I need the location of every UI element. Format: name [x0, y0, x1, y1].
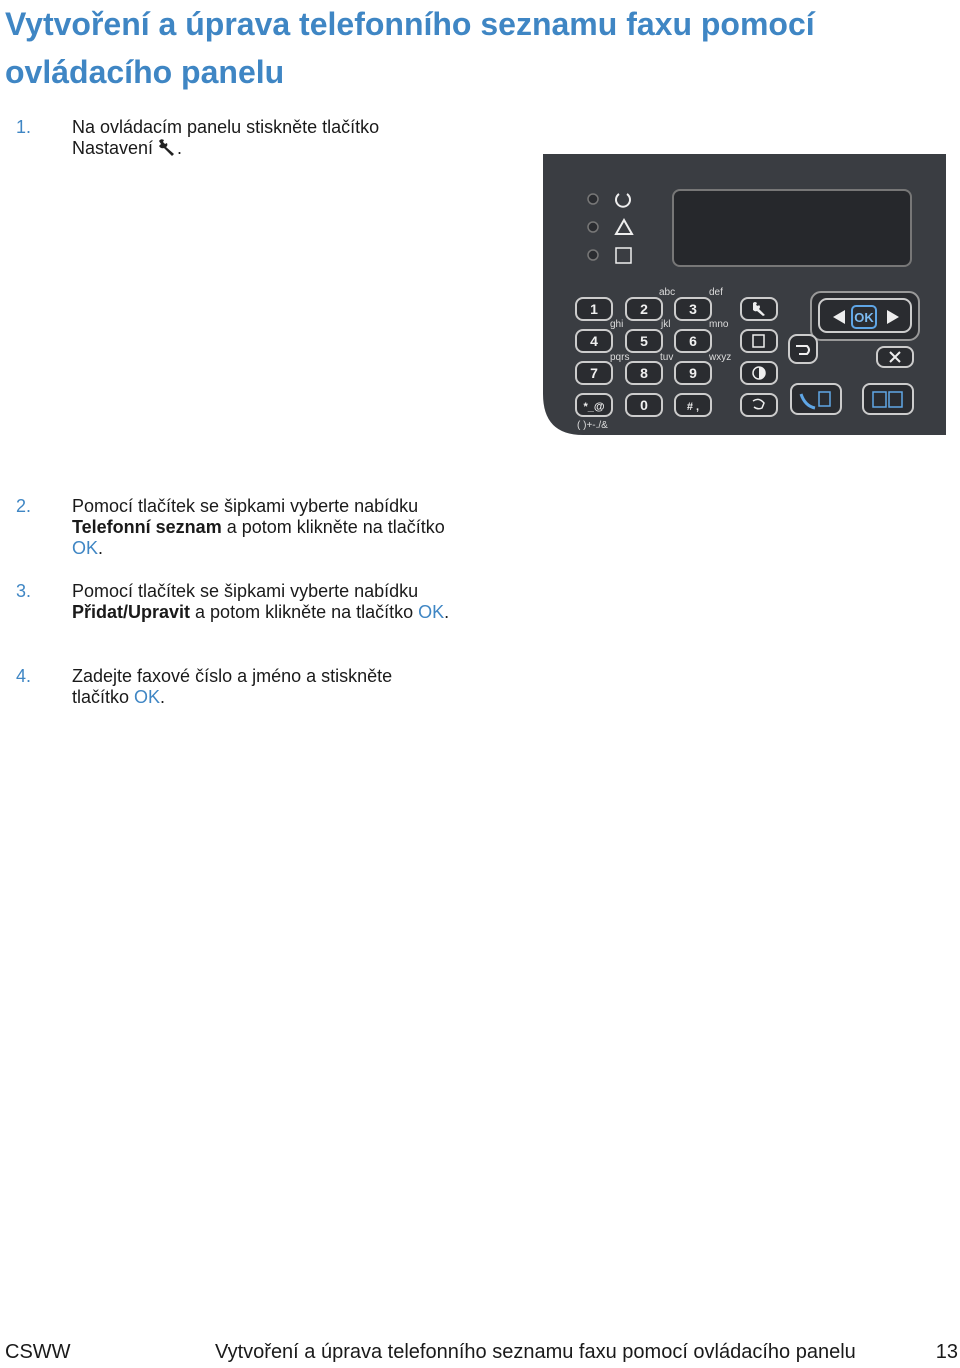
- keypad-key-label: 6: [689, 333, 697, 349]
- keypad-key-label: 9: [689, 365, 697, 381]
- ok-button-label: OK: [418, 602, 445, 622]
- page-number: 13: [935, 1341, 958, 1363]
- page-title: Vytvoření a úprava telefonního seznamu faxu pomocí ovládacího panelu: [5, 6, 815, 90]
- step-text-line: Nastavení .: [72, 138, 472, 161]
- step-2: [0, 496, 470, 560]
- setup-label: Nastavení: [72, 138, 154, 158]
- step-text: Pomocí tlačítek se šipkami vyberte nabídku Přidat/Upravit a potom klikněte na tlačítko OK.: [72, 581, 450, 622]
- status-led: [588, 222, 598, 232]
- step-3: [0, 581, 470, 645]
- step-number: 2.: [16, 496, 32, 516]
- step-number: 3.: [16, 581, 32, 601]
- menu-name: Telefonní seznam: [72, 517, 222, 537]
- ok-button-label: OK: [134, 687, 161, 707]
- ok-button-label: OK: [72, 538, 99, 558]
- back-button: [789, 335, 817, 363]
- start-copy-button: [863, 384, 913, 414]
- key-letters: ghi: [610, 319, 624, 330]
- step-text: [72, 117, 472, 161]
- key-letters: jkl: [661, 319, 671, 330]
- keypad-key-label: 2: [640, 301, 648, 317]
- keypad-key-label: 7: [590, 365, 598, 381]
- keypad-key-label: *_@: [583, 401, 605, 413]
- footer-title: Vytvoření a úprava telefonního seznamu faxu pomocí ovládacího panelu: [215, 1341, 856, 1363]
- key-letters: def: [709, 287, 723, 298]
- ok-label: OK: [854, 310, 874, 325]
- page-footer: [0, 1337, 960, 1367]
- status-led: [588, 250, 598, 260]
- key-letters: mno: [709, 319, 729, 330]
- step-number: 4.: [16, 666, 32, 686]
- key-letters: tuv: [660, 352, 674, 363]
- step-1: [0, 117, 470, 161]
- step-text-line: Na ovládacím panelu stiskněte tlačítko: [72, 117, 380, 137]
- key-letters: abc: [659, 287, 676, 298]
- keypad-key-label: 1: [590, 301, 598, 317]
- start-fax-button: [791, 384, 841, 414]
- display-screen: [673, 190, 911, 266]
- status-led: [588, 194, 598, 204]
- control-panel-illustration: [543, 154, 946, 435]
- footer-left: CSWW: [5, 1341, 71, 1363]
- menu-name: Přidat/Upravit: [72, 602, 191, 622]
- keypad-key-label: # ,: [686, 401, 700, 413]
- fax-menu-button: [741, 330, 777, 352]
- key-letters: wxyz: [709, 352, 732, 363]
- step-text: Zadejte faxové číslo a jméno a stiskněte tlačítko OK.: [72, 666, 393, 707]
- step-number: 1.: [16, 117, 32, 137]
- keypad-key-label: 8: [640, 365, 648, 381]
- key-symbols: ( )+-./&: [577, 420, 608, 431]
- step-text: Pomocí tlačítek se šipkami vyberte nabídku Telefonní seznam a potom klikněte na tlačítko OK.: [72, 496, 445, 558]
- keypad-key-label: 0: [640, 397, 648, 413]
- keypad-key-label: 4: [590, 333, 598, 349]
- key-letters: pqrs: [610, 352, 630, 363]
- step-4: [0, 666, 470, 710]
- keypad-key-label: 3: [689, 301, 697, 317]
- keypad-key-label: 5: [640, 333, 648, 349]
- wrench-icon: [157, 138, 177, 161]
- redial-button: [741, 394, 777, 416]
